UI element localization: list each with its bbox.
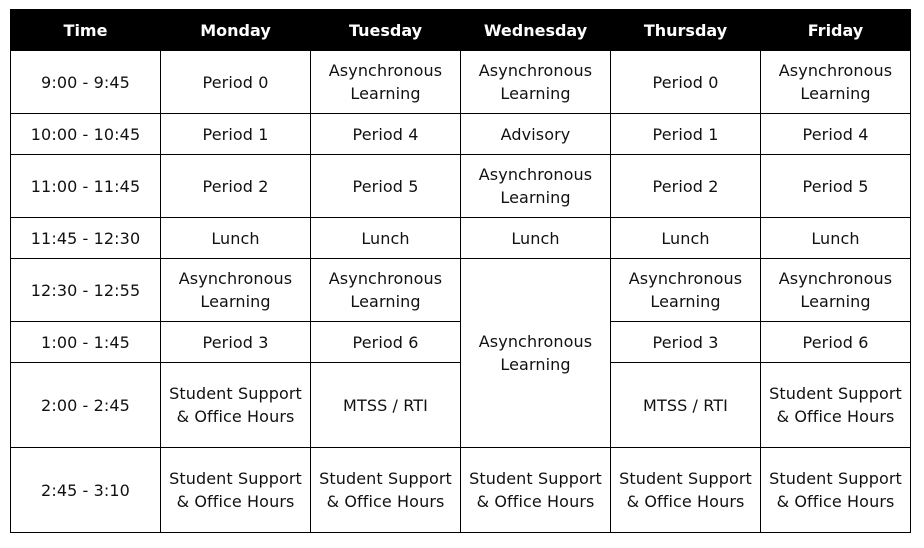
time-cell: 11:45 - 12:30 <box>11 218 161 259</box>
time-cell: 2:45 - 3:10 <box>11 448 161 533</box>
schedule-cell: Period 0 <box>611 51 761 114</box>
schedule-cell: Period 4 <box>761 114 911 155</box>
table-row <box>11 448 911 533</box>
schedule-cell <box>311 448 461 533</box>
schedule-cell: Lunch <box>161 218 311 259</box>
schedule-cell: Period 6 <box>761 322 911 363</box>
table-row <box>11 51 911 114</box>
schedule-cell <box>461 448 611 533</box>
header-friday: Friday <box>761 10 911 51</box>
cell-label: Student Support & Office Hours <box>169 384 302 426</box>
cell-label: Asynchronous Learning <box>178 269 293 311</box>
time-cell: 11:00 - 11:45 <box>11 155 161 218</box>
time-cell: 1:00 - 1:45 <box>11 322 161 363</box>
cell-label: Asynchronous Learning <box>628 269 743 311</box>
schedule-cell <box>311 259 461 322</box>
schedule-cell: Period 3 <box>611 322 761 363</box>
cell-label: Student Support & Office Hours <box>169 469 302 511</box>
time-cell: 12:30 - 12:55 <box>11 259 161 322</box>
cell-label: Student Support & Office Hours <box>319 469 452 511</box>
schedule-cell: Period 6 <box>311 322 461 363</box>
schedule-cell: Lunch <box>611 218 761 259</box>
header-monday: Monday <box>161 10 311 51</box>
schedule-cell: Period 4 <box>311 114 461 155</box>
cell-label: Asynchronous Learning <box>328 61 443 103</box>
schedule-cell <box>761 259 911 322</box>
schedule-cell <box>311 51 461 114</box>
table-row <box>11 259 911 322</box>
schedule-cell: MTSS / RTI <box>311 363 461 448</box>
time-cell: 10:00 - 10:45 <box>11 114 161 155</box>
cell-label: Student Support & Office Hours <box>769 469 902 511</box>
schedule-cell <box>761 448 911 533</box>
schedule-cell-merged <box>461 259 611 448</box>
cell-label: Asynchronous Learning <box>478 61 593 103</box>
schedule-cell <box>611 259 761 322</box>
schedule-cell: Period 5 <box>761 155 911 218</box>
header-wednesday: Wednesday <box>461 10 611 51</box>
schedule-cell: Period 5 <box>311 155 461 218</box>
schedule-cell <box>161 448 311 533</box>
schedule-cell: Period 1 <box>161 114 311 155</box>
cell-label: Student Support & Office Hours <box>769 384 902 426</box>
time-cell: 2:00 - 2:45 <box>11 363 161 448</box>
cell-label: Student Support & Office Hours <box>619 469 752 511</box>
schedule-cell: Advisory <box>461 114 611 155</box>
header-tuesday: Tuesday <box>311 10 461 51</box>
table-row <box>11 155 911 218</box>
table-row <box>11 114 911 155</box>
schedule-cell: Period 0 <box>161 51 311 114</box>
schedule-cell <box>161 259 311 322</box>
cell-label: Asynchronous Learning <box>328 269 443 311</box>
schedule-cell <box>461 51 611 114</box>
schedule-cell <box>761 363 911 448</box>
time-cell: 9:00 - 9:45 <box>11 51 161 114</box>
schedule-cell: Period 3 <box>161 322 311 363</box>
schedule-cell <box>761 51 911 114</box>
schedule-cell: Lunch <box>461 218 611 259</box>
cell-label: Asynchronous Learning <box>478 332 593 374</box>
schedule-cell <box>461 155 611 218</box>
schedule-table <box>10 9 911 533</box>
cell-label: Student Support & Office Hours <box>469 469 602 511</box>
cell-label: Asynchronous Learning <box>778 61 893 103</box>
schedule-cell: Period 2 <box>611 155 761 218</box>
cell-label: Asynchronous Learning <box>778 269 893 311</box>
header-time: Time <box>11 10 161 51</box>
header-row <box>11 10 911 51</box>
cell-label: Asynchronous Learning <box>478 165 593 207</box>
header-thursday: Thursday <box>611 10 761 51</box>
schedule-cell <box>161 363 311 448</box>
schedule-cell: Lunch <box>761 218 911 259</box>
table-row <box>11 218 911 259</box>
schedule-cell: Lunch <box>311 218 461 259</box>
schedule-cell <box>611 448 761 533</box>
schedule-cell: Period 2 <box>161 155 311 218</box>
schedule-cell: MTSS / RTI <box>611 363 761 448</box>
schedule-cell: Period 1 <box>611 114 761 155</box>
